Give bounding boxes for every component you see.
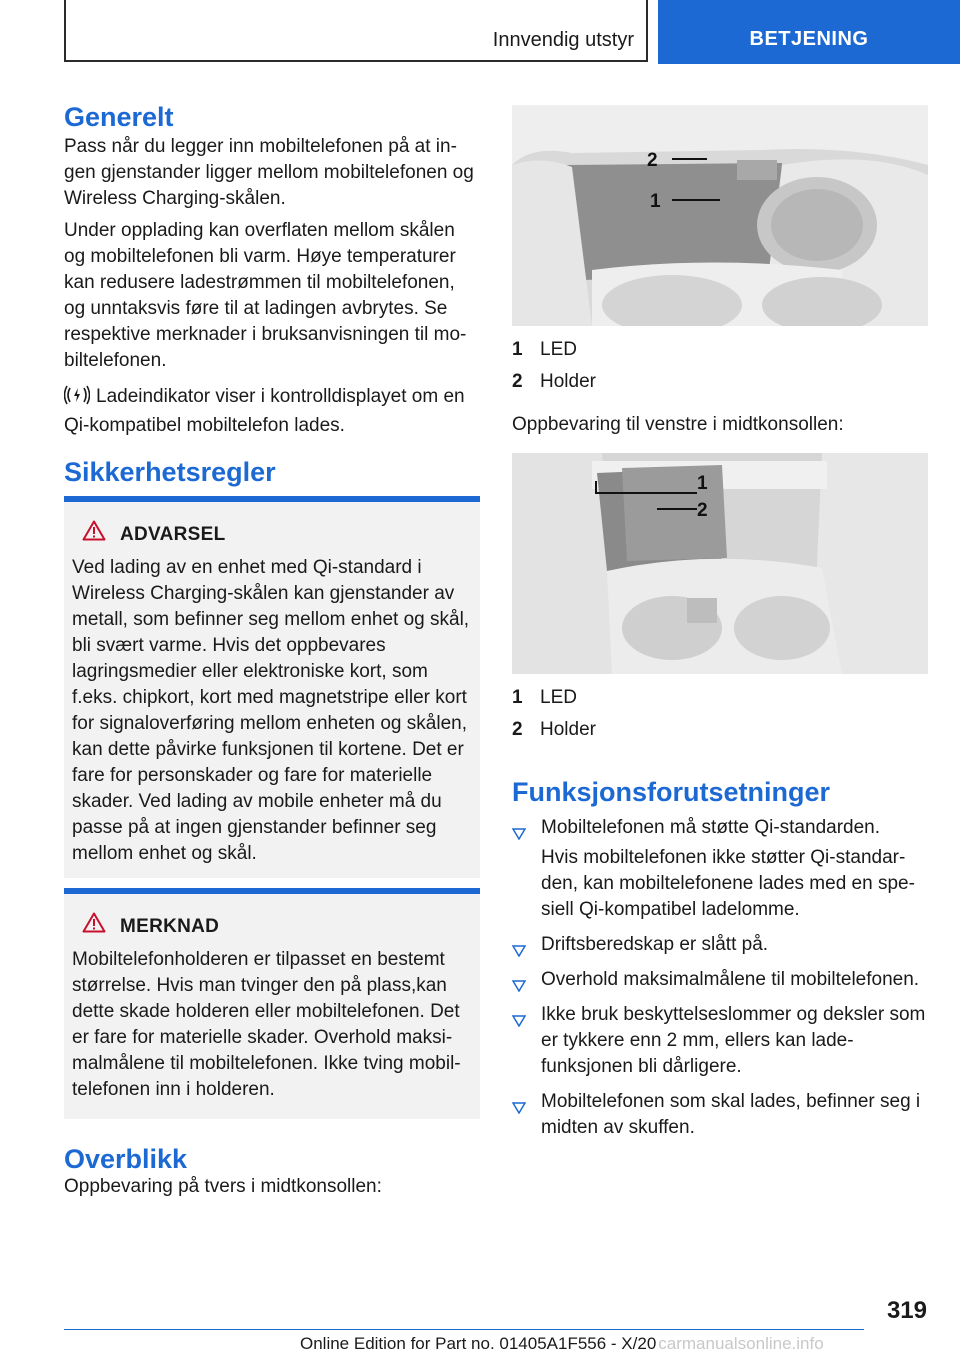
generelt-paragraph-3-text: Ladeindikator viser i kontrolldisplayet om en Qi-kompatibel mobiltelefon lades. [64,386,465,436]
wireless-charging-icon [64,385,90,413]
list-item-subtext: Hvis mobiltelefonen ikke støtter Qi-standarden, kan mobiltelefonene lades med en spesiell Qi-kompatibel ladelomme. [541,847,915,920]
figure1-callout-2: 2 [647,150,658,171]
list-item [512,967,928,993]
list-item [512,815,928,923]
figure2-legend [512,682,928,746]
footer-rule [64,1329,864,1330]
list-item-text: Mobiltelefonen må støtte Qi-standarden. [541,817,881,838]
bullet-triangle-icon [512,939,526,965]
list-item-text: Mobiltelefonen som skal lades, befinner seg i midten av skuffen. [541,1091,921,1138]
warning-box [64,496,480,878]
list-item [512,932,928,958]
legend-label: Holder [540,371,596,392]
list-item-text: Ikke bruk beskyttelseslommer og deksler som er tykkere enn 2 mm, ellers kan ladefunksjonen bli dårligere. [541,1004,926,1077]
note-title-row [72,912,470,941]
console-illustration-1 [512,105,928,326]
warning-text: Ved lading av en enhet med Qi-standard i Wireless Charging-skålen kan gjenstander av metall, som befinner seg mellom enhet og skål, bli svært varme. Hvis det oppbevares lagringsmedier eller elektroniske kort, som f.eks. chipkort, kort med magnetstripe eller kort for signaloverføring mellom enheten og skålen, kan dette påvirke funksjonen til kortene. Det er fare for personskader og fare for materielle skader. Ved lading av mobile enheter må du passe på at ingen gjenstander befinner seg mellom enhet og skål. [72,557,470,864]
legend-num: 2 [512,371,523,392]
legend-num: 1 [512,339,523,360]
funksjon-section [512,779,928,1150]
figure-console-storage-left [512,453,928,674]
sikkerhet-heading: Sikkerhetsregler [64,457,276,487]
legend-label: LED [540,339,577,360]
requirements-list [512,815,928,1141]
overblikk-intro: Oppbevaring på tvers i midtkonsollen: [64,1176,382,1197]
bullet-triangle-icon [512,1009,526,1035]
generelt-paragraph-3 [64,384,480,439]
warning-title: ADVARSEL [120,523,226,545]
generelt-section [64,104,480,439]
warning-triangle-icon [82,520,106,549]
legend-row [512,714,928,746]
legend-num: 2 [512,719,523,740]
warning-title-row [72,520,470,549]
figure2-callout-1: 1 [697,473,708,494]
console-illustration-2 [512,453,928,674]
legend-row [512,682,928,714]
list-item [512,1089,928,1141]
note-title: MERKNAD [120,915,220,937]
figure2-callout-2: 2 [697,500,708,521]
figure1-legend [512,334,928,398]
bullet-triangle-icon [512,822,526,848]
figure1-callout-1: 1 [650,191,661,212]
footer-edition-text: Online Edition for Part no. 01405A1F556 - X/20 [300,1334,657,1353]
list-item-text: Overhold maksimalmålene til mobiltelefonen. [541,969,920,990]
funksjon-heading: Funksjonsforutsetninger [512,777,831,807]
overblikk-section [64,1146,480,1200]
footer-edition [300,1334,824,1354]
list-item-text: Driftsberedskap er slått på. [541,934,769,955]
caution-triangle-icon [82,912,106,941]
footer-watermark: carmanualsonline.info [658,1334,824,1353]
figure2-intro: Oppbevaring til venstre i midtkonsollen: [512,414,844,435]
legend-label: Holder [540,719,596,740]
note-box [64,888,480,1119]
generelt-heading: Generelt [64,102,174,132]
bullet-triangle-icon [512,974,526,1000]
list-item [512,1002,928,1080]
legend-row [512,366,928,398]
page-number: 319 [886,1297,927,1324]
header-section-box [64,0,648,62]
legend-row [512,334,928,366]
bullet-triangle-icon [512,1096,526,1122]
header-chapter-title: BETJENING [749,28,869,50]
generelt-paragraph-1: Pass når du legger inn mobiltelefonen på at ingen gjenstander ligger mellom mobiltelefonen og Wireless Charging-skålen. [64,136,474,209]
note-text: Mobiltelefonholderen er tilpasset en bestemt størrelse. Hvis man tvinger den på plass,kan dette skade holderen eller mobiltelefonen. Det er fare for materielle skader. Overhold maksimalmålene til mobiltelefonen. Ikke tving mobiltelefonen inn i holderen. [72,949,461,1100]
legend-label: LED [540,687,577,708]
header-section-title: Innvendig utstyr [492,29,634,51]
generelt-paragraph-2: Under opplading kan overflaten mellom skålen og mobiltelefonen bli varm. Høye temperaturer kan redusere ladestrømmen til mobiltelefonen, og unntaksvis føre til at ladingen avbrytes. Se respektive merknader i bruksanvisningen til mobiltelefonen. [64,220,467,371]
figure-console-storage-cross [512,105,928,326]
legend-num: 1 [512,687,523,708]
overblikk-heading: Overblikk [64,1144,188,1174]
header-chapter-tab [658,0,960,64]
